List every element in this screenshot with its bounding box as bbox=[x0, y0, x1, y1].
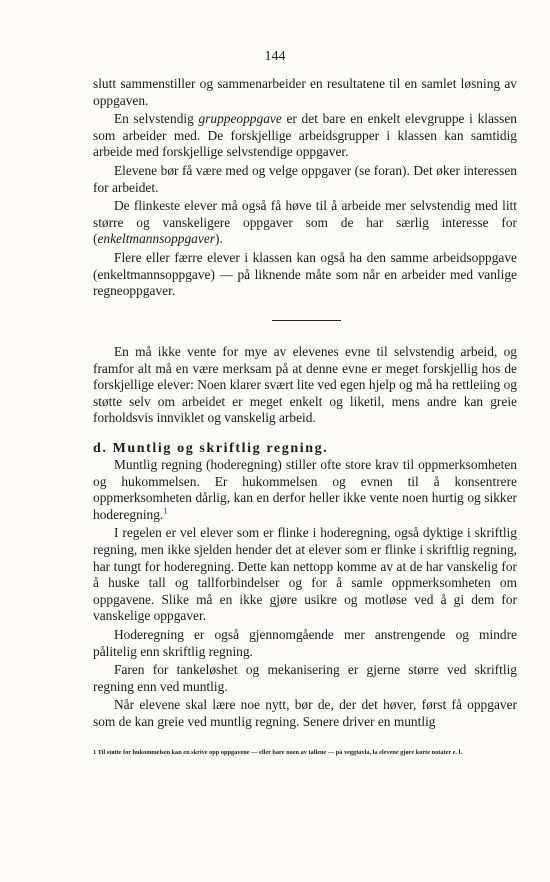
paragraph-expectations: En må ikke vente for mye av elevenes evne til selvstendig arbeid, og framfor alt må en være merksam på at denne evne er meget forskjellig hos de forskjellige elever: Noen klarer svært lite ved egen hjelp og må ha rettleiing og støtte selv om arbeidet er meget enkelt og liketil, mens andre kan greie forholdsvis innviklet og vanskelig arbeid. bbox=[93, 344, 517, 426]
paragraph-same-task: Flere eller færre elever i klassen kan også ha den samme arbeidsoppgave (enkeltmannsoppgave) — på liknende måte som når en arbeider med vanlige regneoppgaver. bbox=[93, 249, 517, 299]
footnote bbox=[93, 748, 529, 757]
top-text-block bbox=[93, 76, 517, 300]
footnote-text: Til støtte for hukommelsen kan en skrive opp oppgavene — eller bare noen av tallene — på veggtavla, la elevene gjøre korte notater e. l. bbox=[96, 749, 462, 756]
paragraph-continuation: slutt sammenstiller og sammenarbeider en resultatene til en samlet løsning av oppgaven. bbox=[93, 76, 517, 108]
emphasis-term: gruppeoppgave bbox=[198, 111, 282, 127]
paragraph-group-task bbox=[93, 111, 517, 161]
paragraph-skilled-students bbox=[93, 198, 517, 248]
paragraph-text: er det bare en enkelt elevgruppe i klassen som arbeider med. De forskjellige arbeidsgrupper i klassen kan samtidig arbeide med forskjellige selvstendige oppgaver. bbox=[93, 111, 517, 160]
footnote-reference: 1 bbox=[163, 506, 168, 516]
paragraph-mechanisation: Faren for tankeløshet og mekanisering er gjerne større ved skriftlig regning enn ved muntlig. bbox=[93, 662, 517, 694]
paragraph-choose-tasks: Elevene bør få være med og velge oppgaver (se foran). Det øker interessen for arbeidet. bbox=[93, 162, 517, 195]
paragraph-text: En selvstendig bbox=[114, 111, 199, 127]
paragraph-text: Muntlig regning (hoderegning) stiller ofte store krav til oppmerksomheten og hukommelsen. Er hukommelsen og evnen til å konsentrere oppmerksomheten dårlig, kan en derfor heller ikke vente noen hurtig og sikker hoderegning. bbox=[93, 457, 517, 522]
section-divider bbox=[272, 320, 341, 321]
footnote-marker: 1 bbox=[93, 749, 97, 756]
paragraph-text: ). bbox=[214, 231, 223, 247]
section-heading: d. Muntlig og skriftlig regning. bbox=[93, 441, 329, 456]
paragraph-text: De flinkeste elever må også få høve til å arbeide mer selvstendig med litt større og vanskeligere oppgaver som de har særlig interesse for ( bbox=[93, 198, 517, 247]
emphasis-term: enkeltmannsoppgaver bbox=[97, 231, 215, 247]
page-number: 144 bbox=[264, 49, 286, 64]
paragraph-skilled-in-oral: I regelen er vel elever som er flinke i hoderegning, også dyktige i skriftlig regning, men ikke sjelden hender det at elever som er flinke i skriftlig regning, har tungt for hoderegning. Dette kan nettopp komme av at de har vanskelig for å huske tall og tallforbindelser og for å samle oppmerksomheten om oppgavene. Slike må en ikke gjøre usikre og motløse ved å gi dem for vanskelige oppgaver. bbox=[93, 525, 517, 624]
paragraph-oral-arithmetic bbox=[93, 457, 517, 523]
middle-text-block bbox=[93, 344, 517, 427]
section-text-block bbox=[93, 440, 517, 731]
paragraph-mental-demanding: Hoderegning er også gjennomgående mer anstrengende og mindre pålitelig enn skriftlig regning. bbox=[93, 626, 517, 659]
paragraph-learning-new: Når elevene skal lære noe nytt, bør de, der det høver, først få oppgaver som de kan greie ved muntlig regning. Senere driver en muntlig bbox=[93, 697, 517, 729]
